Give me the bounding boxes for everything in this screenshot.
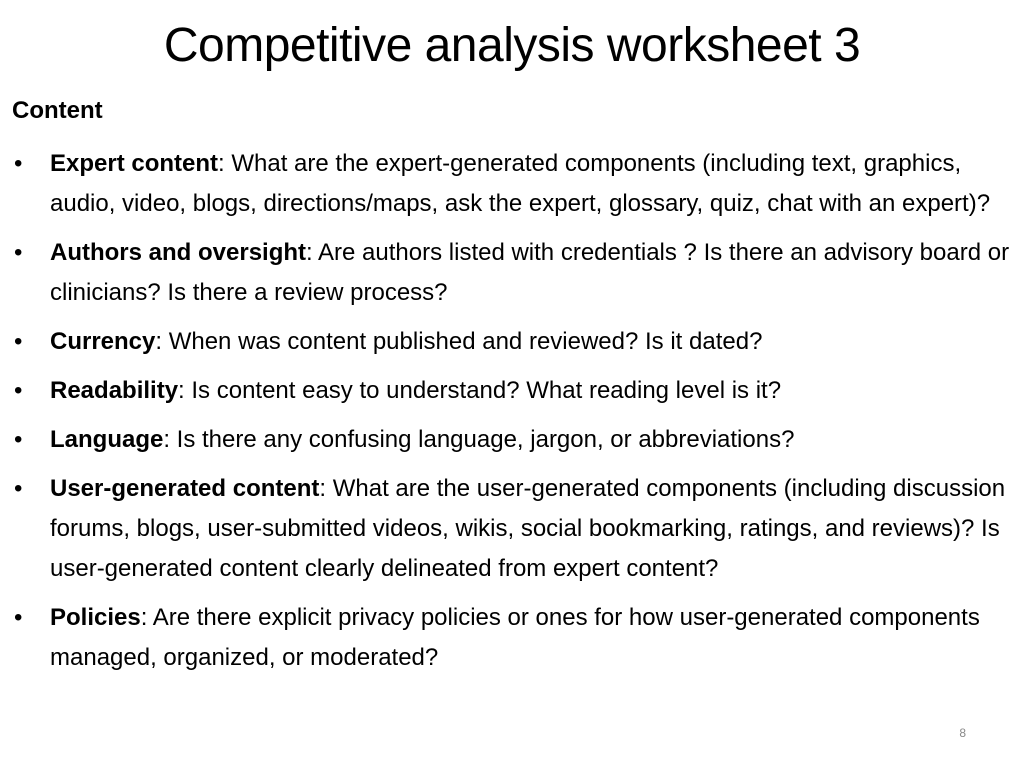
bullet-term: Expert content: [50, 150, 219, 177]
bullet-item-user-generated-content: [12, 469, 1016, 589]
bullet-term: Policies: [50, 604, 141, 631]
bullet-item-authors-and-oversight: [12, 233, 1016, 313]
slide-title: Competitive analysis worksheet 3: [163, 19, 861, 72]
bullet-icon: •: [14, 328, 23, 355]
bullet-text: : When was content published and reviewed? Is it dated?: [155, 328, 763, 355]
bullet-item-policies: [12, 598, 1016, 678]
bullet-text: : What are the expert-generated components (including text, graphics, audio, video, blogs, directions/maps, ask the expert, glossary, quiz, chat with an expert)?: [50, 150, 991, 217]
bullet-icon: •: [14, 150, 23, 177]
bullet-term: User-generated content: [50, 475, 320, 502]
bullet-item-expert-content: [12, 144, 1016, 224]
bullet-item-currency: [12, 322, 1016, 362]
bullet-text: : Is there any confusing language, jargon, or abbreviations?: [163, 426, 795, 453]
bullet-text: : What are the user-generated components (including discussion forums, blogs, user-submitted videos, wikis, social bookmarking, ratings, and reviews)? Is user-generated content clearly delineated from expert content?: [50, 475, 1006, 582]
bullet-item-readability: [12, 371, 1016, 411]
bullet-icon: •: [14, 426, 23, 453]
section-heading: Content: [12, 97, 103, 124]
bullet-icon: •: [14, 475, 23, 502]
bullet-icon: •: [14, 604, 23, 631]
bullet-term: Readability: [50, 377, 179, 404]
bullet-text: : Are authors listed with credentials ? Is there an advisory board or clinicians? Is there a review process?: [50, 239, 1010, 306]
bullet-term: Authors and oversight: [50, 239, 307, 266]
bullet-term: Currency: [50, 328, 156, 355]
bullet-term: Language: [50, 426, 164, 453]
bullet-list: [12, 144, 1016, 687]
bullet-text: : Are there explicit privacy policies or ones for how user-generated components managed, organized, or moderated?: [50, 604, 980, 671]
slide-number: 8: [959, 726, 966, 740]
bullet-icon: •: [14, 239, 23, 266]
bullet-icon: •: [14, 377, 23, 404]
bullet-text: : Is content easy to understand? What reading level is it?: [178, 377, 782, 404]
bullet-item-language: [12, 420, 1016, 460]
